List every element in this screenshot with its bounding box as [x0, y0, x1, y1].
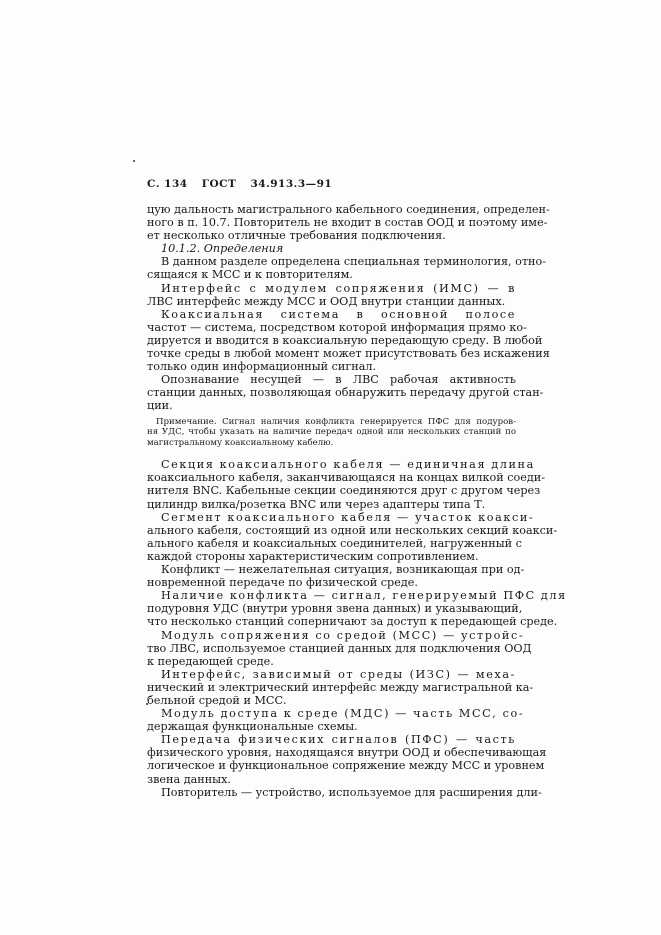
text-line: дируется и вводится в коаксиальную передающую среду. В любой — [147, 333, 543, 347]
text-line: только один информационный сигнал. — [147, 360, 377, 374]
text-line: сящаяся к МСС и к повторителям. — [147, 268, 353, 282]
text-line: новременной передаче по физической среде. — [147, 576, 418, 590]
text-line: цую дальность магистрального кабельного соединения, определен- — [147, 203, 550, 216]
text-line: ции. — [147, 399, 173, 413]
term-line: Передача физических сигналов (ПФС) — часть — [161, 733, 516, 747]
term-line: Модуль доступа к среде (МДС) — часть МСС, со- — [161, 707, 525, 721]
text-line: звена данных. — [147, 772, 231, 786]
text-line: держащая функциональные схемы. — [147, 720, 358, 734]
note-line: ня УДС, чтобы указать на наличие передач одной или нескольких станций по — [147, 427, 516, 438]
text-line: станции данных, позволяющая обнаружить передачу другой стан- — [147, 386, 544, 400]
standard-number: 34.913.3—91 — [250, 178, 333, 190]
text-line: что несколько станций соперничают за доступ к передающей среде. — [147, 615, 558, 629]
text-line: ального кабеля, состоящий из одной или нескольких секций коакси- — [147, 523, 558, 537]
term-line: Секция коаксиального кабеля — единичная длина — [161, 458, 535, 472]
page-number: С. 134 — [147, 178, 188, 190]
text-line: частот — система, посредством которой информация прямо ко- — [147, 320, 527, 334]
text-line: тво ЛВС, используемое станцией данных для подключения ООД — [147, 641, 532, 655]
note-line: Примечание. Сигнал наличия конфликта генерируется ПФС для подуров- — [156, 416, 516, 427]
text-line: ет несколько отличные требования подключения. — [147, 229, 446, 243]
term-line: Наличие конфликта — сигнал, генерируемый ПФС для — [161, 589, 567, 603]
term-line: Опознавание несущей — в ЛВС рабочая активность — [161, 373, 516, 387]
text-line: нителя BNC. Кабельные секции соединяются друг с другом через — [147, 484, 541, 498]
text-line: нический и электрический интерфейс между магистральной ка- — [147, 680, 534, 694]
term-line: Интерфейс с модулем сопряжения (ИМС) — в — [161, 281, 516, 295]
standard-label: ГОСТ — [201, 178, 237, 190]
term-line: Интерфейс, зависимый от среды (ИЗС) — меха- — [161, 667, 516, 681]
text-line: каждой стороны характеристическим сопротивлением. — [147, 549, 479, 563]
term-line: Сегмент коаксиального кабеля — участок коакси- — [161, 510, 535, 524]
text-line: Повторитель — устройство, используемое для расширения дли- — [161, 785, 542, 799]
page-header — [147, 178, 342, 190]
text-line: к передающей среде. — [147, 654, 274, 668]
section-heading: 10.1.2. Определения — [161, 242, 284, 256]
note-line: магистральному коаксиальному кабелю. — [147, 437, 334, 448]
text-line: точке среды в любой момент может присутствовать без искажения — [147, 347, 550, 361]
text-line: логическое и функциональное сопряжение между МСС и уровнем — [147, 759, 545, 773]
text-line: цилиндр вилка/розетка BNC или через адаптеры типа Т. — [147, 497, 486, 511]
text-line: ного в п. 10.7. Повторитель не входит в состав ООД и поэтому име- — [147, 216, 548, 230]
scan-speck — [133, 160, 135, 162]
text-line: ального кабеля и коаксиальных соединителей, нагруженный с — [147, 536, 522, 550]
text-line: В данном разделе определена специальная терминология, отно- — [161, 255, 547, 269]
term-line: Коаксиальная система в основной полосе — [161, 307, 516, 321]
term-line: Конфликт — нежелательная ситуация, возникающая при од- — [161, 563, 525, 577]
text-line: бельной средой и МСС. — [147, 693, 287, 707]
text-line: физического уровня, находящаяся внутри ООД и обеспечивающая — [147, 746, 547, 760]
text-line: ЛВС интерфейс между МСС и ООД внутри станции данных. — [147, 294, 506, 308]
text-line: подуровня УДС (внутри уровня звена данных) и указывающий, — [147, 602, 523, 616]
term-line: Модуль сопряжения со средой (МСС) — устройс- — [161, 628, 525, 642]
note-block — [147, 417, 516, 449]
text-line: коаксиального кабеля, заканчивающаяся на концах вилкой соеди- — [147, 471, 546, 485]
body-text — [147, 203, 567, 799]
